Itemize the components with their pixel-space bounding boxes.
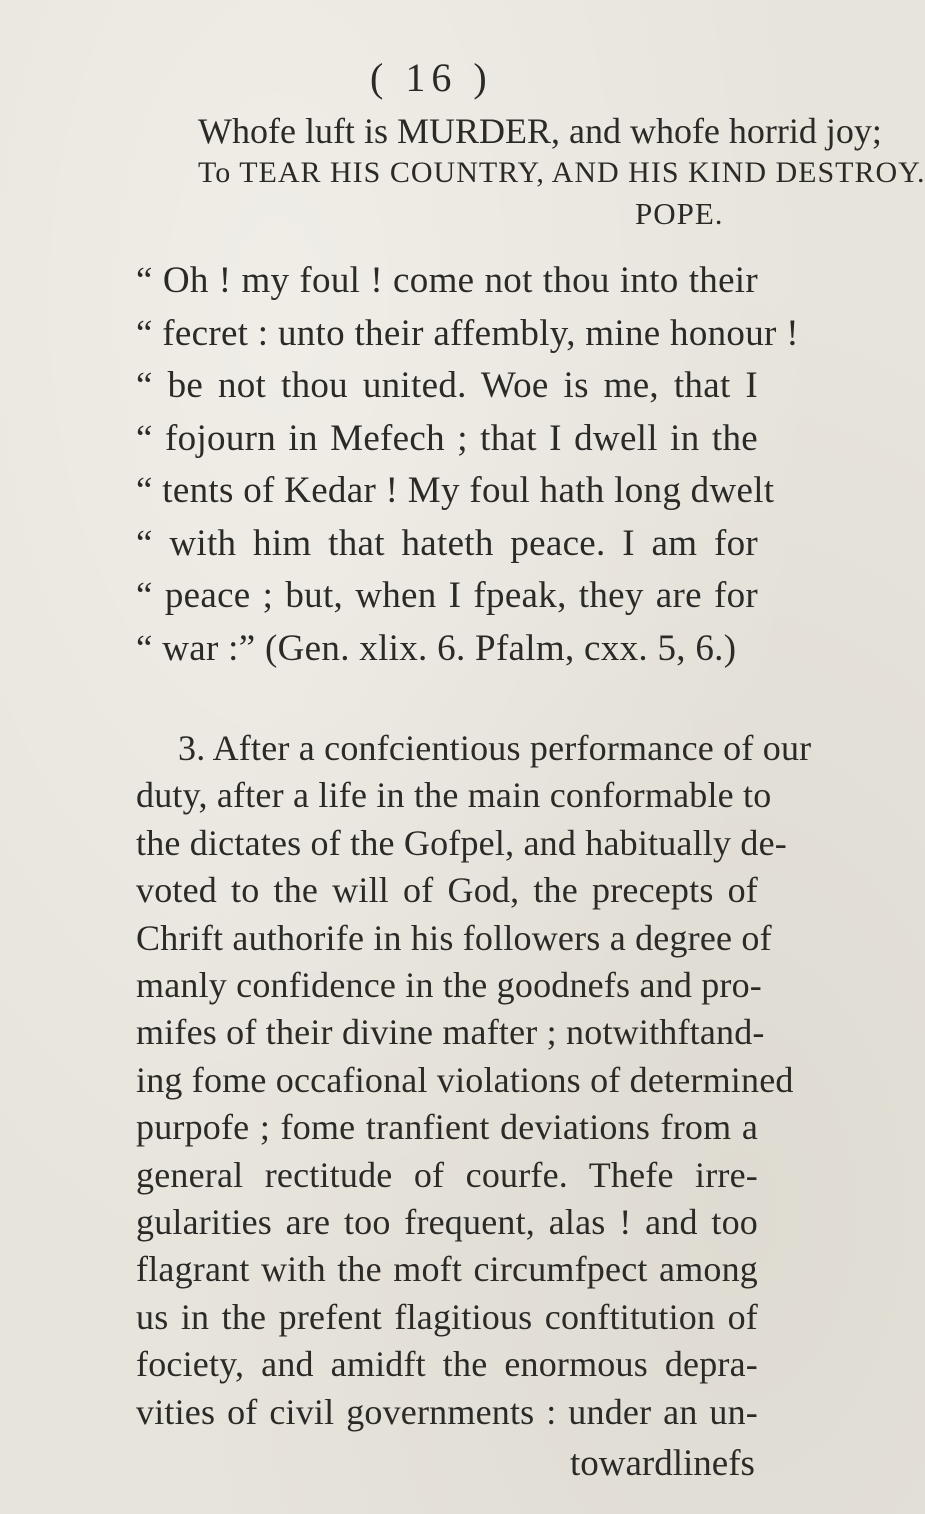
quotation-line: “ Oh ! my foul ! come not thou into their (136, 260, 758, 301)
paragraph-line: the dictates of the Gofpel, and habitually de- (136, 822, 787, 863)
quotation-line: “ tents of Kedar ! My foul hath long dwelt (136, 470, 775, 511)
paragraph-line: Chrift authorife in his followers a degree of (136, 917, 772, 958)
paragraph-line: us in the prefent flagitious conftitution of (136, 1296, 758, 1337)
page-number: ( 16 ) (370, 55, 493, 100)
quotation-line: “ be not thou united. Woe is me, that I (136, 365, 758, 406)
paragraph-line: manly confidence in the goodnefs and pro- (136, 965, 763, 1005)
paragraph-line: purpofe ; fome tranfient deviations from a (136, 1107, 758, 1148)
paragraph-line: mifes of their divine mafter ; notwithftand- (136, 1012, 765, 1053)
paragraph-line: duty, after a life in the main conformable to (136, 775, 772, 816)
paragraph-line: 3. After a confcientious performance of our (178, 728, 812, 768)
paragraph-line: flagrant with the moft circumfpect among (136, 1249, 758, 1290)
paragraph-line: general rectitude of courfe. Thefe irre- (136, 1154, 758, 1195)
paragraph-line: ing fome occafional violations of determined (136, 1059, 794, 1100)
quotation-line: “ war :” (Gen. xlix. 6. Pfalm, cxx. 5, 6.) (136, 627, 737, 669)
paragraph-line: gularities are too frequent, alas ! and too (136, 1202, 758, 1242)
paragraph-line: fociety, and amidft the enormous depra- (136, 1344, 758, 1385)
catchword: towardlinefs (570, 1443, 755, 1484)
epigraph-line-2: To TEAR HIS COUNTRY, AND HIS KIND DESTROY. (198, 156, 925, 189)
quotation-line: “ with him that hateth peace. I am for (136, 522, 758, 564)
paragraph-line: voted to the will of God, the precepts of (136, 870, 758, 911)
epigraph-line-1: Whofe luft is MURDER, and whofe horrid joy; (198, 111, 882, 151)
quotation-line: “ fecret : unto their affembly, mine honour ! (136, 312, 799, 354)
quotation-line: “ peace ; but, when I fpeak, they are for (136, 575, 758, 616)
paragraph-line: vities of civil governments : under an un- (136, 1391, 758, 1432)
quotation-line: “ fojourn in Mefech ; that I dwell in the (136, 417, 758, 459)
epigraph-attribution: POPE. (635, 196, 724, 231)
